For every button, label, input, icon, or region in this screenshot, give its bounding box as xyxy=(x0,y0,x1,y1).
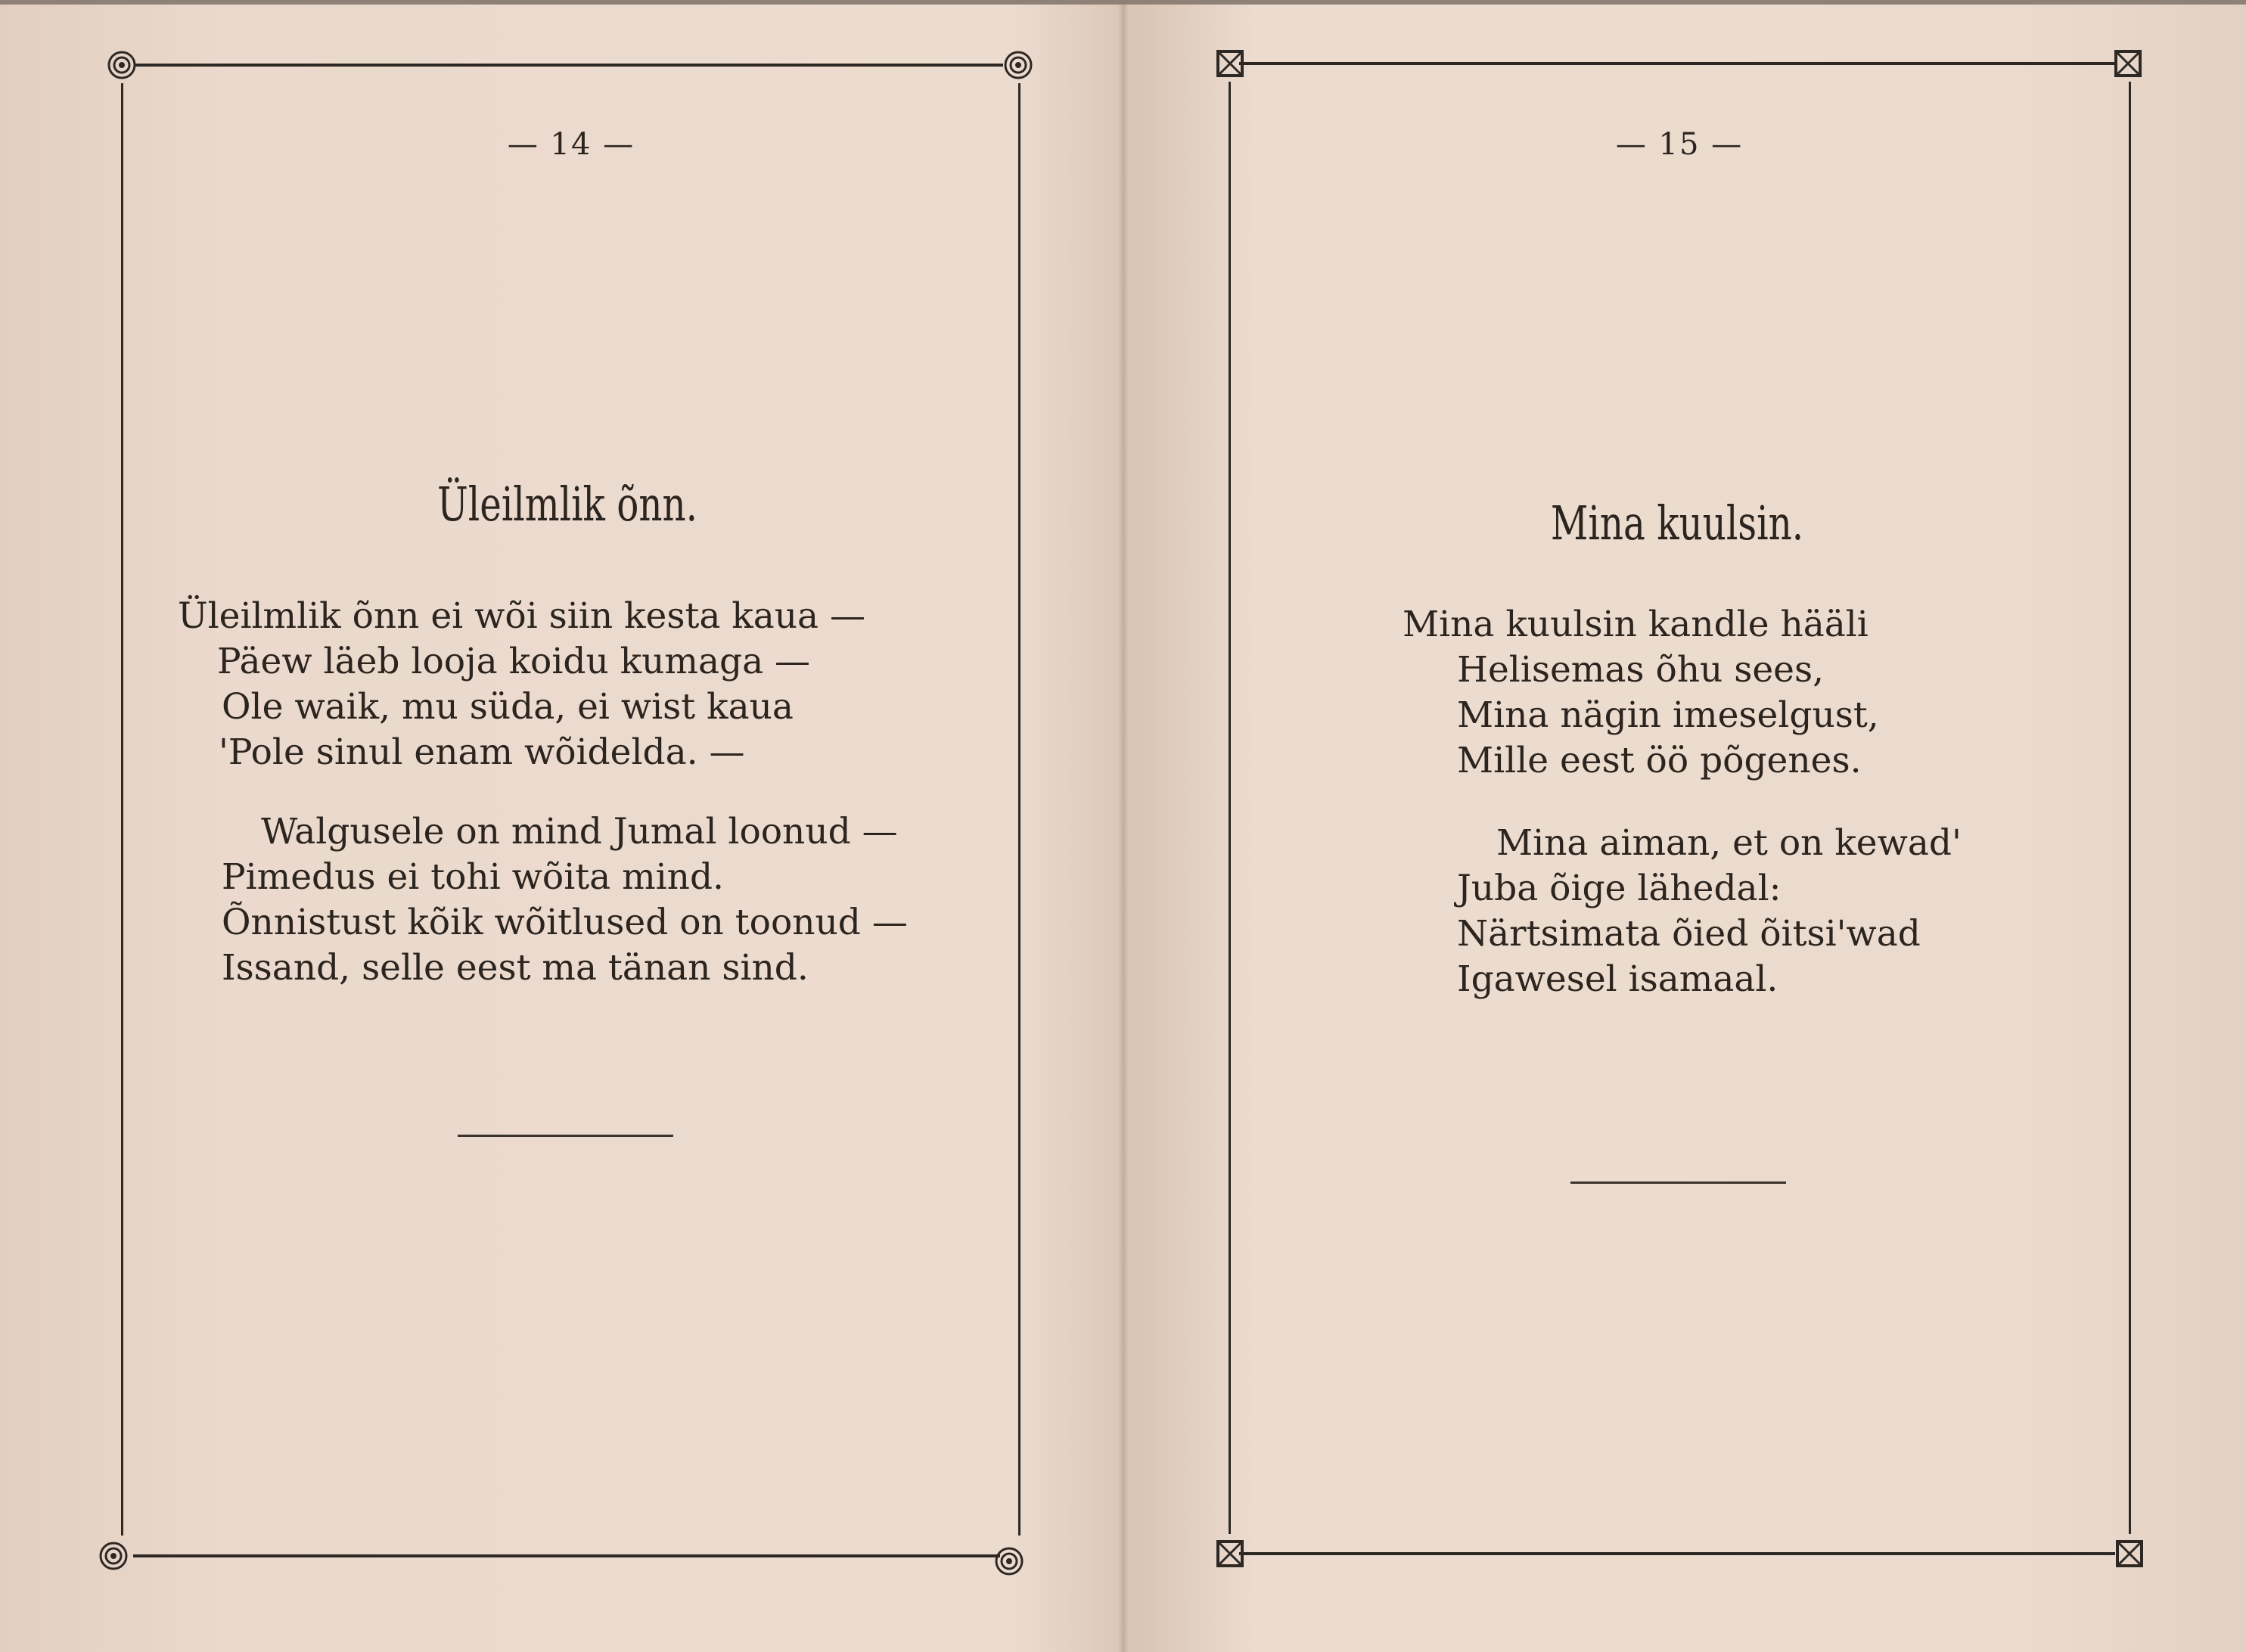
poem-line: Närtsimata õied õitsi'wad xyxy=(1457,913,1921,955)
poem-line: Mina aiman, et on kewad' xyxy=(1496,822,1962,864)
frame-right-line xyxy=(1018,83,1020,1536)
poem-line: Issand, selle eest ma tänan sind. xyxy=(222,947,809,989)
spiral-rosette-icon xyxy=(991,1543,1027,1579)
frame-top-line xyxy=(135,64,1003,67)
poem-line: Üleilmlik õnn ei wõi siin kesta kaua — xyxy=(178,595,866,637)
poem-line: 'Pole sinul enam wõidelda. — xyxy=(219,731,745,773)
frame-top-line xyxy=(1239,62,2115,65)
frame-left-line xyxy=(1229,82,1231,1534)
crossed-box-icon xyxy=(1215,1539,1245,1569)
frame-bottom-line xyxy=(133,1554,1000,1557)
frame-right-line xyxy=(2129,82,2131,1534)
left-page xyxy=(0,0,1118,1652)
spiral-rosette-icon xyxy=(1000,47,1036,83)
crossed-box-icon xyxy=(1215,48,1245,79)
poem-line: Igawesel isamaal. xyxy=(1457,958,1778,1000)
crossed-box-icon xyxy=(2114,1539,2145,1569)
poem-line: Pimedus ei tohi wõita mind. xyxy=(222,856,724,898)
frame-bottom-line xyxy=(1239,1552,2115,1555)
poem-line: Õnnistust kõik wõitlused on toonud — xyxy=(222,902,908,943)
frame-left-line xyxy=(121,83,123,1536)
stanza-1 xyxy=(178,594,865,775)
page-number: — 14 — xyxy=(507,127,635,162)
poem-title: Mina kuulsin. xyxy=(1550,495,1804,551)
poem-line: Juba õige lähedal: xyxy=(1457,868,1782,909)
poem-line: Päew läeb looja koidu kumaga — xyxy=(217,641,811,682)
poem-line: Walgusele on mind Jumal loonud — xyxy=(261,811,898,852)
poem-line: Ole waik, mu süda, ei wist kaua xyxy=(222,686,794,728)
stanza-1 xyxy=(1403,602,1879,784)
poem-line: Mina kuulsin kandle hääli xyxy=(1403,604,1869,645)
book-gutter xyxy=(1118,0,1129,1652)
stanza-2 xyxy=(1457,821,1962,1002)
poem-line: Mina nägin imeselgust, xyxy=(1457,694,1879,736)
spiral-rosette-icon xyxy=(95,1538,132,1574)
end-rule xyxy=(1570,1182,1786,1184)
stanza-2 xyxy=(222,809,908,991)
right-page xyxy=(1129,0,2246,1652)
page-number: — 15 — xyxy=(1615,127,1744,162)
poem-line: Helisemas õhu sees, xyxy=(1457,649,1825,691)
crossed-box-icon xyxy=(2113,48,2143,79)
poem-title: Üleilmlik õnn. xyxy=(436,477,698,532)
spiral-rosette-icon xyxy=(104,47,140,83)
end-rule xyxy=(458,1135,673,1137)
poem-line: Mille eest öö põgenes. xyxy=(1457,740,1862,781)
